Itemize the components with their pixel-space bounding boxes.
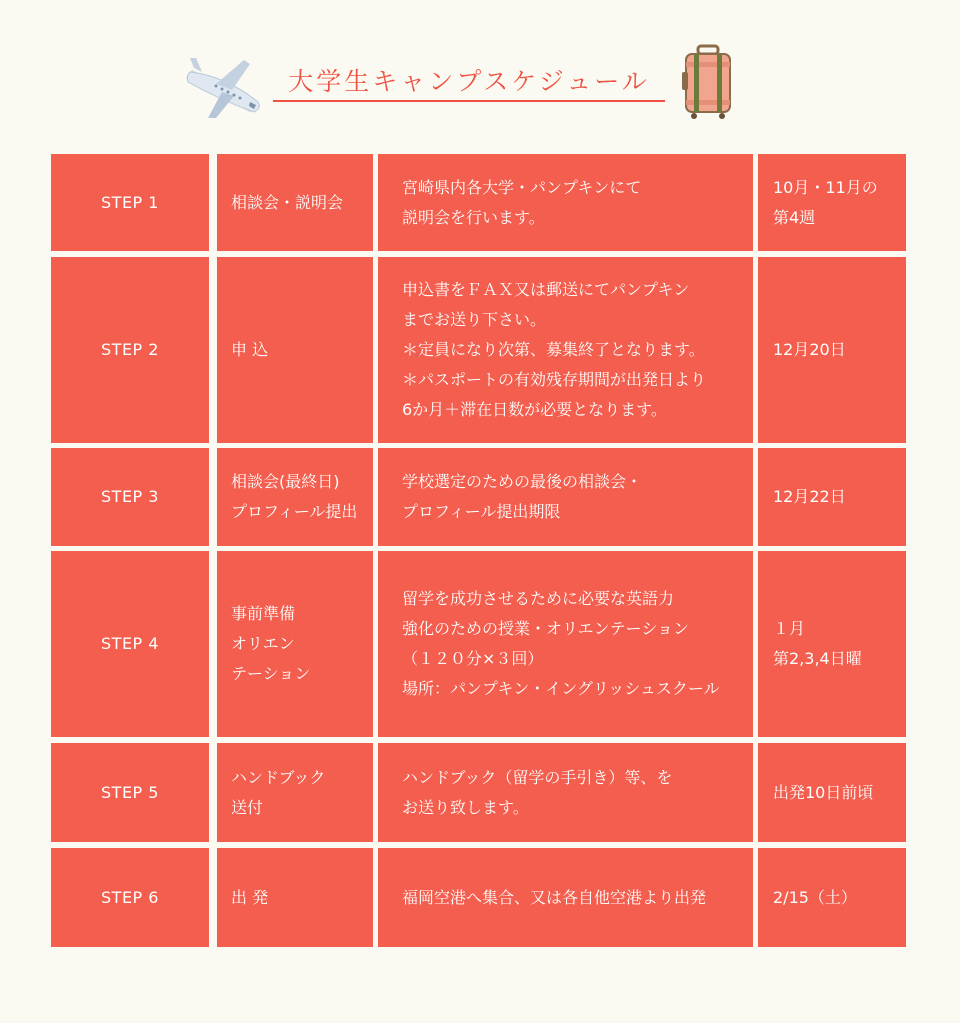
date-cell	[758, 743, 906, 842]
table-row	[51, 551, 906, 737]
step-label: STEP 2	[101, 340, 159, 359]
step-cell	[51, 257, 209, 443]
table-row	[51, 448, 906, 546]
detail-cell	[378, 154, 753, 251]
item-cell	[217, 551, 373, 737]
item-label: 申 込	[231, 340, 269, 359]
step-label: STEP 5	[101, 782, 159, 802]
item-cell	[217, 257, 373, 443]
detail-text: 宮崎県内各大学・パンプキンにて 説明会を行います。	[402, 177, 642, 227]
detail-text: ハンドブック（留学の手引き）等、を お送り致します。	[402, 767, 673, 817]
step-cell	[51, 743, 209, 842]
step-cell	[51, 848, 209, 947]
detail-cell	[378, 448, 753, 546]
step-label: STEP 6	[101, 887, 159, 907]
date-text: 2/15（土）	[773, 887, 857, 907]
date-text: 出発10日前頃	[773, 782, 874, 802]
suitcase-icon	[680, 44, 736, 120]
date-cell	[758, 257, 906, 443]
date-cell	[758, 448, 906, 546]
date-text: 12月22日	[773, 487, 846, 506]
item-cell	[217, 743, 373, 842]
detail-text: 福岡空港へ集合、又は各自他空港より出発	[402, 887, 707, 907]
date-cell	[758, 848, 906, 947]
detail-cell	[378, 848, 753, 947]
date-text: 12月20日	[773, 340, 846, 359]
date-text: １月 第2,3,4日曜	[773, 619, 862, 668]
step-cell	[51, 551, 209, 737]
title-underline	[273, 100, 665, 102]
date-cell	[758, 154, 906, 251]
table-row	[51, 743, 906, 842]
item-label: ハンドブック 送付	[231, 767, 326, 817]
page-title: 大学生キャンプスケジュール	[288, 67, 650, 96]
item-label: 事前準備 オリエン テーション	[231, 604, 311, 683]
step-label: STEP 4	[101, 634, 159, 653]
item-cell	[217, 448, 373, 546]
step-label: STEP 1	[101, 192, 159, 212]
date-cell	[758, 551, 906, 737]
detail-text: 学校選定のための最後の相談会・ プロフィール提出期限	[402, 472, 643, 521]
detail-text: 申込書をＦＡＸ又は郵送にてパンプキン までお送り下さい。 ＊定員になり次第、募集終了となります。 ＊パスポートの有効残存期間が出発日より 6か月＋滞在日数が必要となります。	[402, 280, 707, 419]
table-row	[51, 154, 906, 251]
table-row	[51, 848, 906, 947]
table-row	[51, 257, 906, 443]
detail-text: 留学を成功させるために必要な英語力 強化のための授業・オリエンテーション （１２０分×３回） 場所：パンプキン・イングリッシュスクール	[402, 589, 720, 698]
date-text: 10月・11月の 第4週	[773, 177, 878, 227]
item-label: 相談会・説明会	[231, 192, 344, 212]
item-label: 出 発	[231, 887, 269, 907]
item-cell	[217, 848, 373, 947]
detail-cell	[378, 743, 753, 842]
item-label: 相談会(最終日) プロフィール提出	[231, 472, 358, 521]
detail-cell	[378, 257, 753, 443]
step-cell	[51, 448, 209, 546]
step-label: STEP 3	[101, 487, 159, 506]
airplane-icon	[186, 56, 264, 122]
detail-cell	[378, 551, 753, 737]
item-cell	[217, 154, 373, 251]
header	[0, 0, 960, 150]
step-cell	[51, 154, 209, 251]
